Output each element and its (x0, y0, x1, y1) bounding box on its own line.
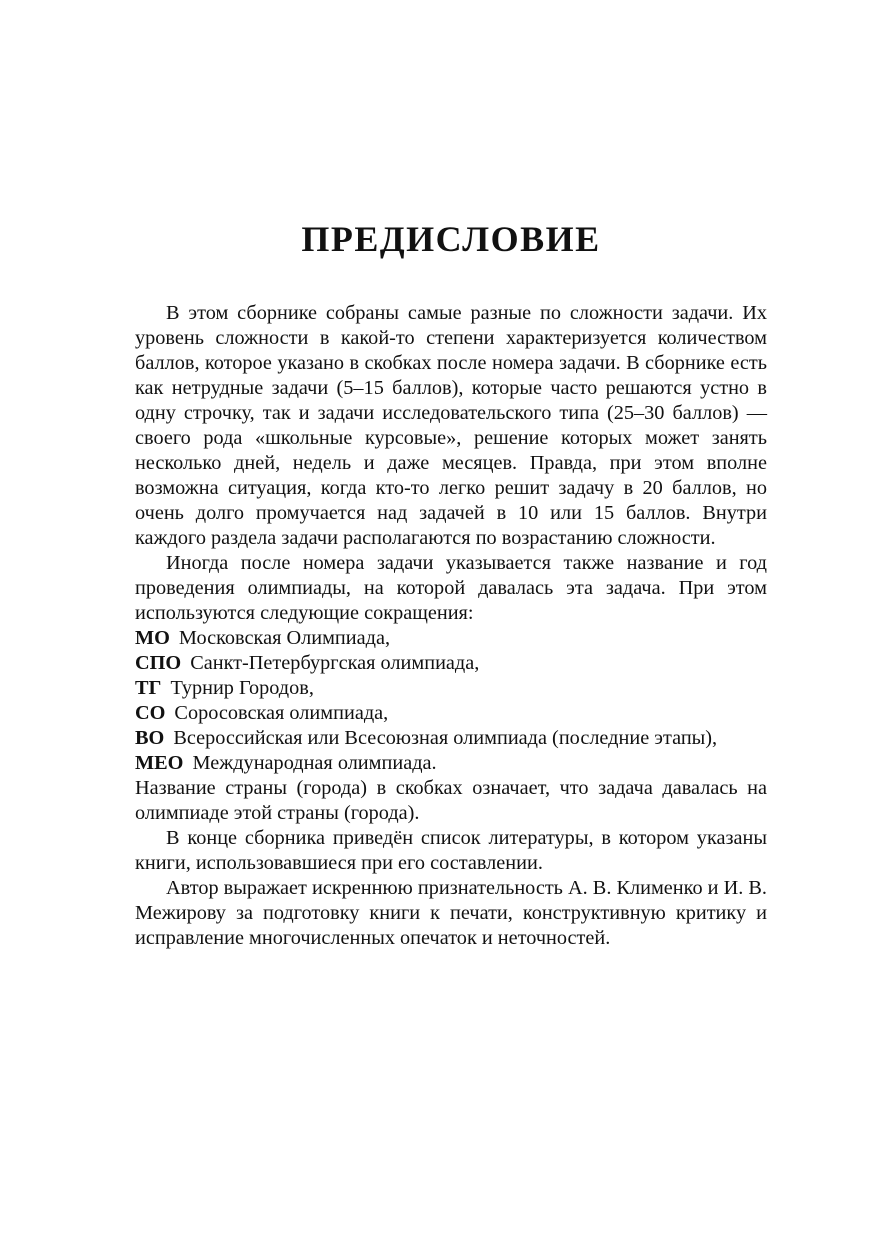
page-title: ПРЕДИСЛОВИЕ (301, 219, 601, 259)
paragraph-country-note: Название страны (города) в скобках означает, что задача давалась на олимпиаде этой страны (города). (135, 777, 767, 824)
preface-body (135, 301, 767, 951)
abbreviation-text: Соросовская олимпиада, (174, 702, 389, 724)
abbreviation-text: Санкт-Петербургская олимпиада, (190, 652, 480, 674)
abbreviation-code: МЕО (135, 752, 184, 774)
abbreviation-code: ВО (135, 727, 165, 749)
abbreviation-code: СО (135, 702, 166, 724)
paragraph-acknowledgements: Автор выражает искреннюю признательность А. В. Клименко и И. В. Межирову за подготовку книги к печати, конструктивную критику и исправление многочисленных опечаток и неточностей. (135, 877, 767, 949)
list-item (135, 701, 767, 726)
list-item (135, 726, 767, 751)
paragraph-bibliography: В конце сборника приведён список литературы, в котором указаны книги, использовавшиеся при его составлении. (135, 827, 767, 874)
abbreviation-text: Всероссийская или Всесоюзная олимпиада (последние этапы), (173, 727, 718, 749)
paragraph-difficulty: В этом сборнике собраны самые разные по сложности задачи. Их уровень сложности в какой-то степени характеризуется количеством баллов, которое указано в скобках после номера задачи. В сборнике есть как нетрудные задачи (5–15 баллов), которые часто решаются устно в одну строчку, так и задачи исследовательского типа (25–30 баллов) — своего рода «школьные курсовые», решение которых может занять несколько дней, недель и даже месяцев. Правда, при этом вполне возможна ситуация, когда кто-то легко решит задачу в 20 баллов, но очень долго промучается над задачей в 10 или 15 баллов. Внутри каждого раздела задачи располагаются по возрастанию сложности. (135, 302, 767, 549)
abbreviation-code: МО (135, 627, 170, 649)
list-item (135, 626, 767, 651)
abbreviation-code: СПО (135, 652, 182, 674)
abbreviation-list (135, 626, 767, 776)
abbreviation-text: Московская Олимпиада, (178, 627, 391, 649)
list-item (135, 651, 767, 676)
list-item (135, 751, 767, 776)
paragraph-olympiads: Иногда после номера задачи указывается также название и год проведения олимпиады, на которой давалась эта задача. При этом используются следующие сокращения: (135, 552, 767, 624)
abbreviation-code: ТГ (135, 677, 162, 699)
abbreviation-text: Международная олимпиада. (192, 752, 437, 774)
list-item (135, 676, 767, 701)
abbreviation-text: Турнир Городов, (170, 677, 314, 699)
